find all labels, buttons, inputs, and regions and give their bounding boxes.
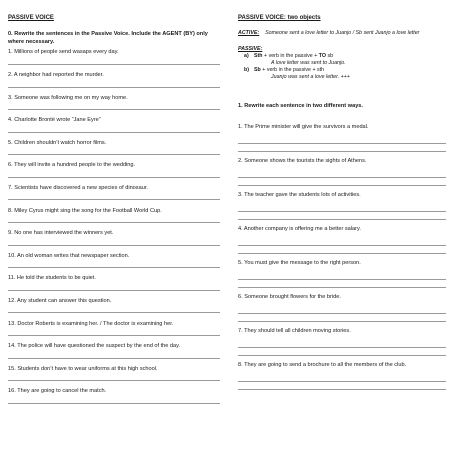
exercise-item (238, 158, 446, 192)
answer-line (8, 267, 220, 268)
passive-rule (238, 67, 446, 74)
exercise-item (8, 49, 220, 72)
left-exercise-list (8, 49, 220, 411)
exercise-sentence: 9. No one has interviewed the winners yet. (8, 230, 114, 237)
exercise-item (238, 260, 446, 294)
answer-line (8, 335, 220, 336)
answer-line (8, 222, 220, 223)
answer-line (8, 132, 220, 133)
rule-marker: a) (244, 53, 249, 59)
exercise-sentence: 5. You must give the message to the right person. (238, 260, 361, 266)
exercise-item (238, 294, 446, 328)
answer-line (238, 279, 446, 280)
exercise-sentence: 13. Doctor Roberts is examining her. / The doctor is examining her. (8, 320, 174, 327)
exercise-item (8, 253, 220, 276)
exercise-sentence: 1. Millions of people send wasaps every day. (8, 49, 119, 56)
exercise-sentence: 6. Someone brought flowers for the bride. (238, 294, 341, 300)
answer-line (238, 211, 446, 212)
exercise-item (238, 362, 446, 396)
rule-mid: + verb in the passive + (262, 53, 319, 59)
rule-end: sb (326, 53, 334, 59)
answer-line (8, 290, 220, 291)
exercise-item (238, 226, 446, 260)
answer-line (238, 313, 446, 314)
exercise-sentence: 14. The police will have questioned the suspect by the end of the day. (8, 343, 181, 350)
exercise-sentence: 4. Another company is offering me a better salary. (238, 226, 361, 232)
answer-line (238, 321, 446, 322)
answer-line (238, 219, 446, 220)
left-instruction: 0. Rewrite the sentences in the Passive Voice. Include the AGENT (BY) only where necessary. (8, 31, 208, 46)
exercise-sentence: 2. Someone shows the tourists the sights of Athens. (238, 158, 367, 164)
exercise-sentence: 1. The Prime minister will give the survivors a medal. (238, 124, 369, 130)
answer-line (238, 389, 446, 390)
rule-example: A love letter was sent to Juanjo. (271, 60, 346, 66)
exercise-item (8, 298, 220, 321)
exercise-item (8, 366, 220, 389)
answer-line (8, 358, 220, 359)
exercise-sentence: 5. Children shouldn’t watch horror films. (8, 139, 107, 146)
answer-line (8, 64, 220, 65)
right-title: PASSIVE VOICE: two objects (238, 15, 321, 21)
exercise-item (8, 208, 220, 231)
exercise-sentence: 16. They are going to cancel the match. (8, 388, 107, 395)
answer-line (238, 143, 446, 144)
exercise-item (8, 117, 220, 140)
exercise-sentence: 7. Scientists have discovered a new species of dinosaur. (8, 184, 148, 191)
right-exercise-list (238, 124, 446, 396)
exercise-sentence: 8. They are going to send a brochure to all the members of the club. (238, 362, 407, 368)
exercise-sentence: 10. An old woman writes that newspaper section. (8, 252, 130, 259)
exercise-item (8, 321, 220, 344)
rule-mid: + verb in the passive + sth (260, 67, 325, 73)
exercise-sentence: 11. He told the students to be quiet. (8, 275, 96, 282)
exercise-sentence: 15. Students don’t have to wear uniforms at this high school. (8, 365, 158, 372)
answer-line (238, 245, 446, 246)
exercise-item (8, 72, 220, 95)
section-title: 1. Rewrite each sentence in two different ways. (238, 103, 363, 109)
exercise-item (238, 328, 446, 362)
left-title: PASSIVE VOICE (8, 15, 54, 21)
answer-line (8, 109, 220, 110)
exercise-item (8, 162, 220, 185)
rule-bold1: Sth (254, 53, 263, 59)
answer-line (238, 185, 446, 186)
exercise-item (238, 192, 446, 226)
exercise-item (8, 275, 220, 298)
rule-marker: b) (244, 67, 249, 73)
answer-line (8, 380, 220, 381)
answer-line (8, 154, 220, 155)
rule-bold1: Sb (254, 67, 261, 73)
active-example: Someone sent a love letter to Juanjo / Sb sent Juanjo a love letter (265, 30, 420, 36)
exercise-sentence: 3. Someone was following me on my way home. (8, 94, 128, 101)
rule-example: Juanjo was sent a love letter. +++ (271, 74, 350, 80)
exercise-sentence: 7. They should tell all children moving stories. (238, 328, 351, 334)
passive-label: PASSIVE: (238, 46, 263, 52)
exercise-item (8, 185, 220, 208)
passive-rule (238, 53, 446, 60)
answer-line (238, 381, 446, 382)
answer-line (238, 151, 446, 152)
exercise-item (8, 388, 220, 411)
right-column (238, 14, 446, 396)
answer-line (238, 253, 446, 254)
exercise-item (8, 230, 220, 253)
passive-rules (238, 53, 446, 81)
exercise-sentence: 4. Charlotte Brontë wrote “Jane Eyre” (8, 117, 101, 124)
rule-bold2: TO (318, 53, 327, 59)
left-column (8, 14, 220, 411)
answer-line (8, 87, 220, 88)
answer-line (8, 199, 220, 200)
exercise-item (8, 343, 220, 366)
exercise-item (238, 124, 446, 158)
answer-line (238, 355, 446, 356)
answer-line (8, 312, 220, 313)
answer-line (238, 287, 446, 288)
exercise-sentence: 2. A neighbor had reported the murder. (8, 72, 104, 78)
active-label: ACTIVE: (238, 30, 260, 36)
exercise-item (8, 95, 220, 118)
exercise-sentence: 6. They will invite a hundred people to the wedding. (8, 162, 136, 169)
answer-line (8, 177, 220, 178)
answer-line (8, 403, 220, 404)
exercise-sentence: 3. The teacher gave the students lots of activities. (238, 192, 361, 198)
answer-line (238, 347, 446, 348)
exercise-item (8, 140, 220, 163)
exercise-sentence: 8. Miley Cyrus might sing the song for the Football World Cup. (8, 207, 162, 214)
active-example-row (238, 30, 446, 37)
answer-line (238, 177, 446, 178)
answer-line (8, 245, 220, 246)
exercise-sentence: 12. Any student can answer this question. (8, 297, 112, 304)
